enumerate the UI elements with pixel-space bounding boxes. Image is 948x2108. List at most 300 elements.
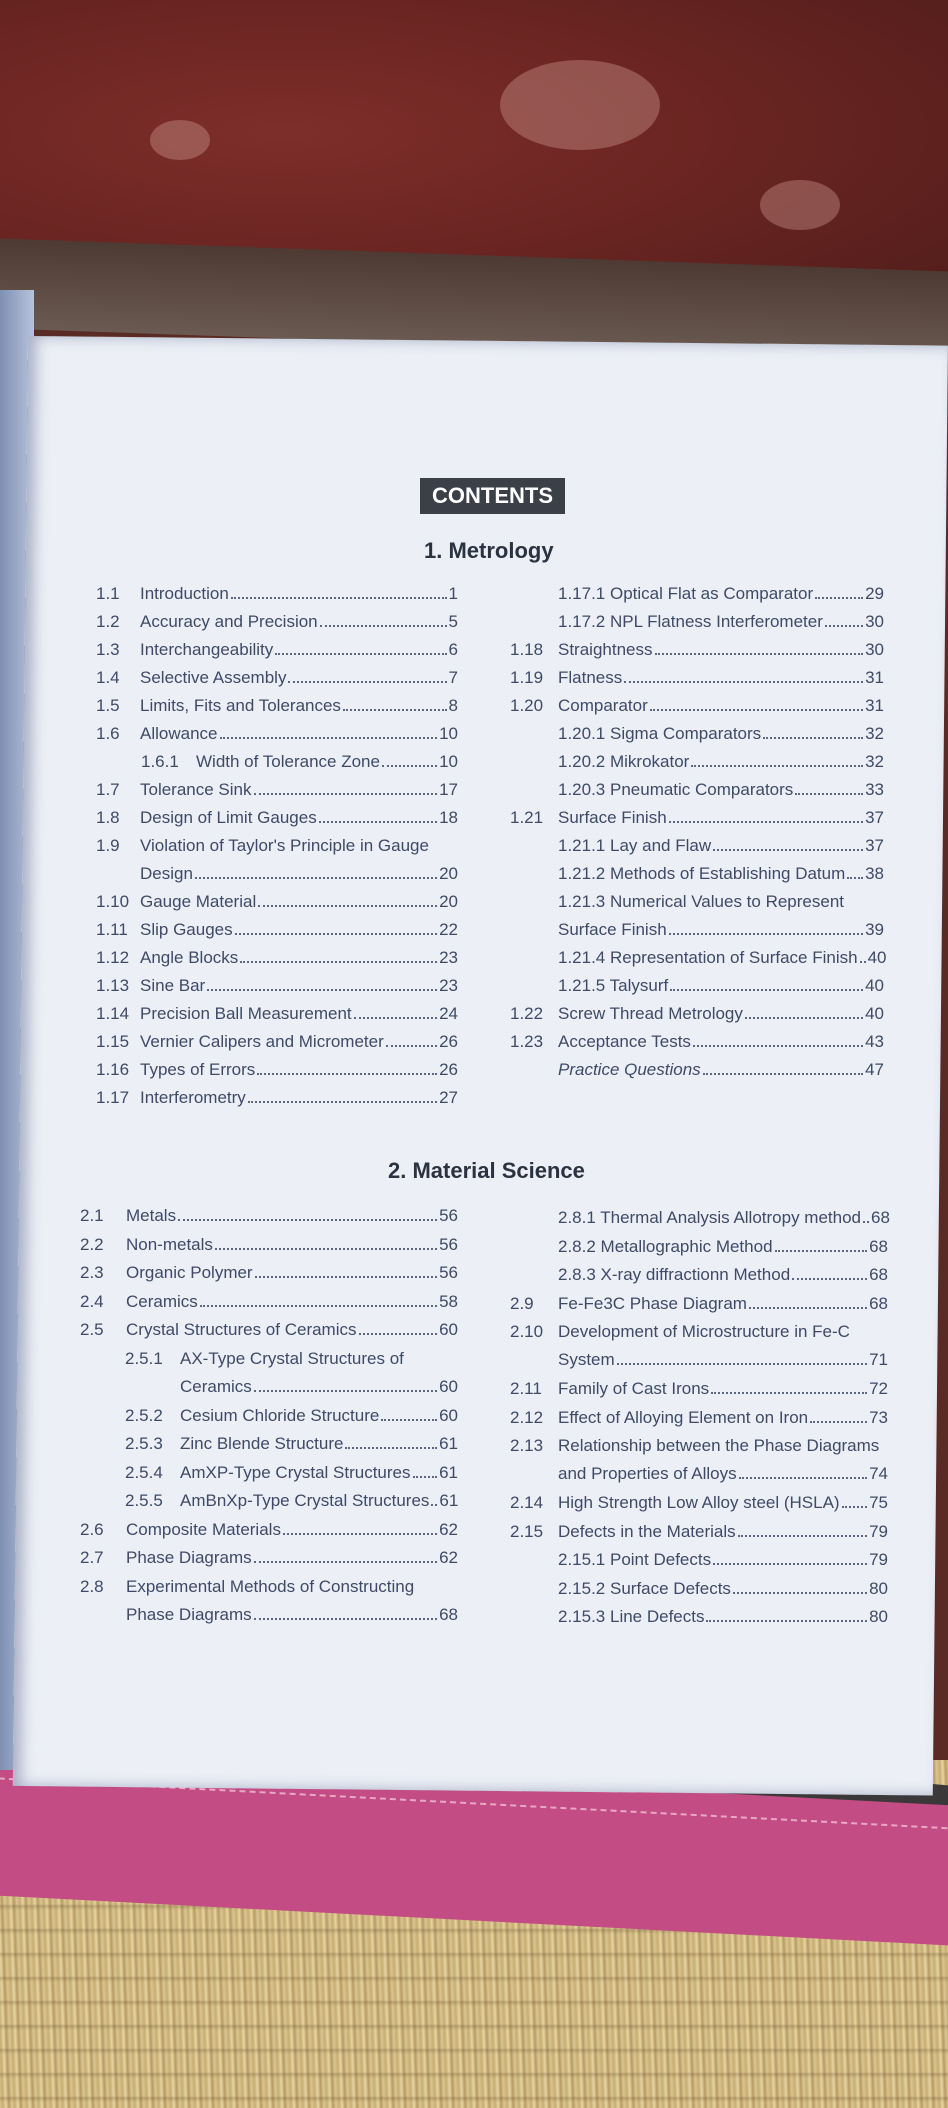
toc-entry: [96, 1087, 458, 1109]
leader-dots: [254, 793, 438, 795]
leader-dots: [795, 793, 863, 795]
toc-entry: [510, 1378, 888, 1400]
toc-entry-title-cont: Ceramics: [180, 1376, 252, 1396]
toc-entry: [96, 1031, 458, 1053]
toc-entry-page: 38: [865, 864, 884, 883]
toc-entry-continuation: [126, 1604, 458, 1626]
toc-entry-title: Zinc Blende Structure: [180, 1434, 344, 1453]
toc-entry: [510, 807, 884, 829]
toc-entry-page: 43: [865, 1032, 884, 1051]
toc-entry-page: 75: [869, 1493, 888, 1512]
toc-entry-title: Organic Polymer: [126, 1263, 253, 1282]
toc-entry-number: 2.7: [80, 1548, 104, 1567]
toc-entry: [510, 1207, 888, 1229]
toc-entry-title: Angle Blocks: [140, 948, 239, 967]
leader-dots: [275, 653, 446, 655]
toc-entry-title: Non-metals: [126, 1234, 213, 1254]
toc-entry: [510, 639, 884, 661]
toc-entry-number: 1.6: [96, 724, 120, 743]
toc-entry-page: 30: [865, 640, 884, 659]
leader-dots: [319, 821, 437, 823]
toc-entry-page: 47: [865, 1060, 884, 1079]
toc-entry: [96, 723, 458, 745]
leader-dots: [763, 737, 863, 739]
toc-entry-number: 2.13: [510, 1436, 544, 1455]
toc-entry-number: 2.5.3: [125, 1434, 163, 1453]
leader-dots: [624, 681, 863, 683]
toc-entry-title: Defects in the Materials: [558, 1521, 736, 1541]
toc-entry: [96, 667, 458, 689]
toc-entry-title: 1.21.5 Talysurf: [558, 976, 669, 995]
toc-entry-page: 68: [869, 1265, 888, 1284]
toc-entry-page: 68: [871, 1208, 890, 1227]
toc-entry-number: 1.1: [96, 584, 120, 603]
toc-entry-title: Screw Thread Metrology: [558, 1004, 743, 1023]
toc-entry: [96, 611, 458, 633]
toc-entry-number: 1.16: [96, 1060, 130, 1079]
toc-entry: [96, 639, 458, 661]
toc-entry-title: Fe-Fe3C Phase Diagram: [558, 1293, 747, 1313]
toc-entry-page: 23: [439, 948, 458, 967]
toc-entry-page: 5: [448, 612, 458, 631]
toc-entry: [510, 1264, 888, 1286]
toc-entry-title: Types of Errors: [140, 1060, 256, 1079]
leader-dots: [860, 961, 866, 963]
leader-dots: [254, 1618, 437, 1620]
toc-entry: [96, 583, 458, 605]
toc-entry-number: 1.2: [96, 612, 120, 631]
toc-entry-title: Violation of Taylor's Principle in Gauge: [140, 836, 429, 855]
leader-dots: [235, 933, 437, 935]
toc-entry-number: 1.23: [510, 1032, 544, 1051]
leader-dots: [691, 765, 863, 767]
leader-dots: [792, 1278, 867, 1280]
toc-entry: [510, 1492, 888, 1514]
toc-entry: [510, 667, 884, 689]
toc-entry: [96, 1059, 458, 1081]
toc-entry: [510, 695, 884, 717]
toc-entry-page: 39: [865, 920, 884, 939]
leader-dots: [320, 625, 447, 627]
leader-dots: [195, 877, 437, 879]
toc-entry-page: 26: [439, 1060, 458, 1079]
toc-entry: [80, 1262, 458, 1284]
toc-entry-title: Practice Questions: [558, 1060, 701, 1079]
leader-dots: [863, 1221, 869, 1223]
toc-entry: [125, 1405, 458, 1427]
toc-entry-page: 17: [439, 780, 458, 799]
toc-entry: [80, 1291, 458, 1313]
toc-entry: [96, 1003, 458, 1025]
leader-dots: [258, 905, 437, 907]
toc-entry-title-cont: Phase Diagrams: [126, 1604, 252, 1624]
leader-dots: [254, 1390, 437, 1392]
toc-entry-page: 61: [439, 1462, 458, 1482]
toc-entry-number: 2.11: [510, 1379, 542, 1398]
toc-entry-page: 60: [439, 1376, 458, 1396]
toc-entry-number: 2.5.2: [125, 1405, 163, 1425]
toc-entry-page: 6: [448, 640, 458, 659]
leader-dots: [745, 1017, 863, 1019]
leader-dots: [739, 1477, 867, 1479]
toc-entry-title: Design of Limit Gauges: [140, 808, 317, 827]
toc-entry: [80, 1234, 458, 1256]
leader-dots: [220, 737, 438, 739]
toc-entry-title: Allowance: [140, 724, 218, 743]
toc-entry-number: 1.7: [96, 780, 120, 799]
leader-dots: [248, 1101, 437, 1103]
toc-entry: [510, 723, 884, 745]
toc-entry: [510, 863, 884, 885]
toc-entry: [80, 1519, 458, 1541]
toc-entry-title: Accuracy and Precision: [140, 612, 318, 631]
chapter1-title: 1. Metrology: [424, 538, 554, 563]
toc-entry-title: Limits, Fits and Tolerances: [140, 696, 341, 715]
toc-entry-page: 27: [439, 1088, 458, 1107]
toc-entry: [510, 611, 884, 633]
toc-entry-page: 68: [869, 1236, 888, 1256]
toc-entry-title: Ceramics: [126, 1291, 198, 1311]
leader-dots: [343, 709, 447, 711]
toc-entry-number: 2.5.4: [125, 1462, 163, 1482]
toc-entry: [96, 807, 458, 829]
toc-entry-number: 2.6: [80, 1519, 104, 1539]
toc-entry-page: 71: [869, 1350, 888, 1369]
toc-entry-page: 32: [865, 724, 884, 743]
toc-entry-page: 68: [439, 1604, 458, 1624]
toc-entry: [96, 919, 458, 941]
toc-entry-title: 1.20.2 Mikrokator: [558, 752, 690, 771]
leader-dots: [386, 1045, 437, 1047]
toc-entry-title: Surface Finish: [558, 808, 667, 827]
toc-entry-title: Selective Assembly: [140, 668, 287, 687]
toc-entry: [96, 779, 458, 801]
toc-entry: [80, 1576, 458, 1598]
toc-entry-page: 56: [439, 1263, 458, 1282]
toc-entry-page: 72: [869, 1379, 888, 1398]
toc-entry: [510, 1059, 884, 1081]
toc-entry-number: 2.14: [510, 1493, 544, 1512]
leader-dots: [345, 1447, 437, 1449]
toc-entry-page: 31: [865, 668, 884, 687]
leader-dots: [713, 849, 863, 851]
toc-entry-page: 40: [865, 976, 884, 995]
leader-dots: [617, 1363, 867, 1365]
toc-entry: [510, 975, 884, 997]
toc-entry: [80, 1319, 458, 1341]
leader-dots: [669, 933, 863, 935]
toc-entry-title: Straightness: [558, 640, 653, 659]
toc-entry-title: 2.8.2 Metallographic Method: [558, 1236, 773, 1256]
toc-entry-title: 1.21.1 Lay and Flaw: [558, 836, 712, 855]
toc-entry-number: 1.6.1: [141, 752, 179, 771]
leader-dots: [240, 961, 437, 963]
toc-entry-title: 2.15.2 Surface Defects: [558, 1578, 731, 1598]
leader-dots: [254, 1561, 437, 1563]
leader-dots: [693, 1045, 863, 1047]
toc-entry: [510, 583, 884, 605]
toc-entry-page: 18: [439, 808, 458, 827]
toc-entry-title: Vernier Calipers and Micrometer: [140, 1032, 384, 1051]
toc-entry-title: Width of Tolerance Zone: [196, 752, 380, 771]
toc-entry-title: 1.21.3 Numerical Values to Represent: [558, 892, 845, 911]
toc-entry-title: 2.15.1 Point Defects: [558, 1550, 712, 1569]
toc-entry-page: 29: [865, 584, 884, 603]
toc-entry-number: 2.5: [80, 1320, 104, 1339]
toc-entry: [125, 1462, 458, 1484]
toc-entry-number: 1.14: [96, 1004, 130, 1023]
leader-dots: [413, 1476, 438, 1478]
toc-entry: [510, 1321, 888, 1343]
toc-entry: [80, 1205, 458, 1227]
toc-entry-page: 32: [865, 752, 884, 771]
toc-entry: [510, 1293, 888, 1315]
toc-entry-number: 1.22: [510, 1004, 544, 1023]
toc-entry-page: 60: [439, 1320, 458, 1339]
toc-entry-title: 1.17.2 NPL Flatness Interferometer: [558, 612, 823, 631]
toc-entry-page: 80: [869, 1607, 888, 1626]
toc-entry-title: AmXP-Type Crystal Structures: [180, 1462, 411, 1482]
toc-entry-number: 1.21: [510, 808, 544, 827]
toc-entry: [141, 751, 458, 773]
leader-dots: [354, 1017, 437, 1019]
toc-entry: [510, 1521, 888, 1543]
toc-entry-number: 2.4: [80, 1291, 104, 1311]
toc-entry-page: 62: [439, 1519, 458, 1539]
toc-entry-title: Metals: [126, 1206, 177, 1225]
toc-entry: [510, 1236, 888, 1258]
toc-entry: [96, 891, 458, 913]
toc-entry: [125, 1348, 458, 1370]
toc-entry-number: 1.9: [96, 836, 120, 855]
toc-entry-page: 61: [439, 1491, 459, 1510]
toc-entry-title: Introduction: [140, 584, 229, 603]
leader-dots: [359, 1333, 438, 1335]
toc-entry-page: 22: [439, 920, 458, 939]
toc-entry-number: 2.10: [510, 1322, 544, 1341]
toc-entry-page: 62: [439, 1548, 458, 1567]
toc-entry-number: 2.2: [80, 1234, 104, 1254]
toc-entry-title: Composite Materials: [126, 1519, 281, 1539]
toc-entry-page: 20: [439, 892, 458, 911]
toc-entry-page: 79: [869, 1550, 888, 1569]
toc-entry: [510, 1407, 888, 1429]
toc-entry: [125, 1490, 458, 1512]
leader-dots: [207, 989, 437, 991]
toc-entry-title: Comparator: [558, 696, 648, 715]
toc-entry: [510, 1031, 884, 1053]
toc-entry-page: 10: [439, 724, 458, 743]
toc-entry-number: 1.13: [96, 976, 130, 995]
toc-entry: [510, 779, 884, 801]
toc-entry-title-cont: and Properties of Alloys: [558, 1464, 737, 1483]
toc-entry-number: 2.1: [80, 1206, 104, 1225]
toc-entry-page: 37: [865, 836, 884, 855]
leader-dots: [815, 597, 863, 599]
leader-dots: [711, 1392, 867, 1394]
toc-entry-page: 60: [439, 1405, 458, 1425]
toc-entry-page: 80: [869, 1578, 888, 1598]
toc-entry-title: AX-Type Crystal Structures of: [180, 1348, 404, 1368]
leader-dots: [738, 1535, 867, 1537]
toc-entry-page: 79: [869, 1521, 888, 1541]
wall-stain: [150, 120, 210, 160]
leader-dots: [733, 1592, 867, 1594]
toc-entry-title: Tolerance Sink: [140, 780, 252, 799]
leader-dots: [810, 1421, 867, 1423]
toc-entry-title: Experimental Methods of Constructing: [126, 1576, 415, 1596]
leader-dots: [713, 1563, 867, 1565]
toc-entry-page: 8: [448, 696, 458, 715]
toc-entry-number: 1.11: [96, 920, 128, 939]
toc-entry-number: 2.15: [510, 1521, 544, 1541]
toc-entry-title: 2.8.3 X-ray diffractionn Method: [558, 1265, 791, 1284]
toc-entry-number: 1.17: [96, 1088, 130, 1107]
toc-entry-number: 1.8: [96, 808, 120, 827]
toc-entry: [510, 1435, 888, 1457]
toc-entry-title: Precision Ball Measurement: [140, 1004, 352, 1023]
leader-dots: [382, 765, 437, 767]
chapter2-title: 2. Material Science: [388, 1158, 585, 1183]
wall-stain: [760, 180, 840, 230]
toc-entry-title-cont: System: [558, 1350, 615, 1369]
toc-entry-page: 58: [439, 1291, 458, 1311]
toc-entry-page: 26: [439, 1032, 458, 1051]
toc-entry-title: High Strength Low Alloy steel (HSLA): [558, 1493, 840, 1512]
leader-dots: [669, 821, 863, 823]
toc-entry-title: Effect of Alloying Element on Iron: [558, 1407, 809, 1427]
toc-entry-title: 2.8.1 Thermal Analysis Allotropy method: [558, 1208, 862, 1227]
leader-dots: [200, 1305, 437, 1307]
toc-entry-title: Family of Cast Irons: [558, 1379, 710, 1398]
toc-entry: [510, 751, 884, 773]
toc-entry-title: 2.15.3 Line Defects: [558, 1607, 705, 1626]
leader-dots: [703, 1073, 863, 1075]
toc-entry-number: 1.19: [510, 668, 544, 687]
toc-entry-page: 30: [865, 612, 884, 631]
toc-entry-number: 1.20: [510, 696, 544, 715]
toc-entry-title: Phase Diagrams: [126, 1548, 252, 1567]
leader-dots: [825, 625, 863, 627]
toc-entry-title: Relationship between the Phase Diagrams: [558, 1436, 880, 1455]
leader-dots: [655, 653, 864, 655]
contents-heading: CONTENTS: [420, 478, 565, 514]
toc-entry-title: Slip Gauges: [140, 920, 233, 939]
toc-entry-number: 2.9: [510, 1293, 534, 1313]
toc-entry-page: 40: [865, 1004, 884, 1023]
toc-entry-continuation: [558, 1463, 888, 1485]
leader-dots: [231, 597, 447, 599]
toc-entry: [96, 975, 458, 997]
leader-dots: [215, 1248, 437, 1250]
leader-dots: [670, 989, 863, 991]
toc-entry-title: 1.20.1 Sigma Comparators: [558, 724, 762, 743]
toc-entry-title-cont: Surface Finish: [558, 920, 667, 939]
toc-entry-title: Cesium Chloride Structure: [180, 1405, 380, 1425]
toc-entry-title: Acceptance Tests: [558, 1032, 691, 1051]
toc-entry-title: Interferometry: [140, 1088, 246, 1107]
toc-entry-number: 2.12: [510, 1407, 544, 1427]
toc-entry-page: 24: [439, 1004, 458, 1023]
toc-entry-page: 68: [869, 1293, 888, 1313]
toc-entry-number: 2.8: [80, 1576, 104, 1596]
leader-dots: [775, 1250, 868, 1252]
toc-entry-title: Interchangeability: [140, 640, 274, 659]
toc-entry-number: 1.10: [96, 892, 130, 911]
toc-entry-page: 74: [869, 1464, 888, 1483]
toc-entry-number: 1.12: [96, 948, 130, 967]
toc-entry: [510, 891, 884, 913]
toc-entry: [510, 1606, 888, 1628]
toc-entry-page: 37: [865, 808, 884, 827]
leader-dots: [257, 1073, 437, 1075]
toc-entry: [510, 1003, 884, 1025]
leader-dots: [847, 877, 863, 879]
toc-entry: [80, 1547, 458, 1569]
toc-entry-number: 1.18: [510, 640, 544, 659]
toc-entry-number: 2.5.1: [125, 1348, 163, 1368]
toc-entry-page: 40: [867, 948, 887, 967]
leader-dots: [255, 1276, 437, 1278]
toc-entry-number: 1.3: [96, 640, 120, 659]
leader-dots: [288, 681, 446, 683]
toc-entry-title: Development of Microstructure in Fe-C: [558, 1322, 850, 1341]
leader-dots: [381, 1419, 437, 1421]
toc-entry: [510, 947, 887, 969]
toc-entry-title: 1.17.1 Optical Flat as Comparator: [558, 584, 814, 603]
toc-entry-title: Gauge Material: [140, 892, 257, 911]
leader-dots: [178, 1219, 437, 1221]
toc-entry-number: 2.5.5: [125, 1491, 163, 1510]
toc-entry-number: 1.15: [96, 1032, 130, 1051]
toc-entry-title: 1.20.3 Pneumatic Comparators: [558, 780, 794, 799]
toc-entry-number: 1.4: [96, 668, 120, 687]
toc-entry-title: Crystal Structures of Ceramics: [126, 1320, 357, 1339]
toc-entry-title: AmBnXp-Type Crystal Structures: [180, 1491, 430, 1510]
toc-entry-page: 33: [865, 780, 884, 799]
toc-entry-number: 1.5: [96, 696, 120, 715]
toc-entry: [96, 947, 458, 969]
toc-entry-title: 1.21.2 Methods of Establishing Datum: [558, 864, 846, 883]
toc-entry-title-cont: Design: [140, 864, 193, 883]
leader-dots: [650, 709, 863, 711]
toc-entry-title: Sine Bar: [140, 976, 206, 995]
wall-stain: [500, 60, 660, 150]
toc-entry: [96, 695, 458, 717]
toc-entry-page: 31: [865, 696, 884, 715]
toc-entry-page: 10: [439, 752, 458, 771]
toc-entry-continuation: [180, 1376, 458, 1398]
toc-entry-page: 1: [448, 584, 458, 603]
toc-entry-page: 73: [869, 1407, 888, 1427]
leader-dots: [706, 1620, 867, 1622]
toc-entry-continuation: [558, 1349, 888, 1371]
toc-entry-title: Flatness: [558, 668, 623, 687]
toc-entry-page: 56: [439, 1234, 458, 1254]
toc-entry: [510, 1578, 888, 1600]
toc-entry-continuation: [558, 919, 884, 941]
toc-entry-number: 2.3: [80, 1263, 104, 1282]
toc-entry-page: 61: [439, 1434, 458, 1453]
toc-entry-page: 56: [439, 1206, 458, 1225]
leader-dots: [842, 1506, 867, 1508]
leader-dots: [749, 1307, 867, 1309]
leader-dots: [283, 1533, 437, 1535]
leader-dots: [431, 1504, 437, 1506]
toc-entry-page: 20: [439, 864, 458, 883]
toc-entry-continuation: [140, 863, 458, 885]
toc-entry-title: 1.21.4 Representation of Surface Finish: [558, 948, 858, 967]
